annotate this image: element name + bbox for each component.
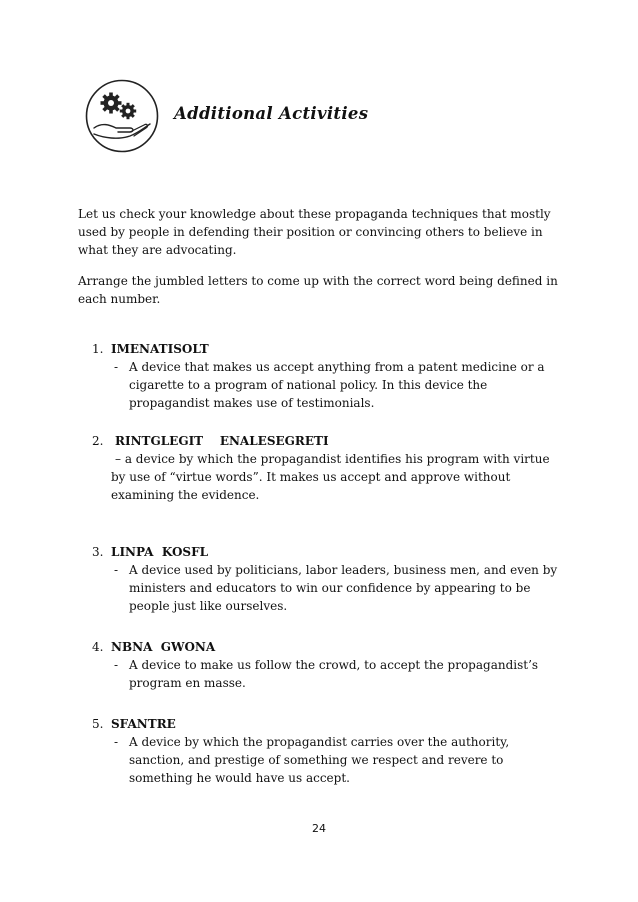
jumbled-word: LINPA KOSFL bbox=[111, 545, 209, 559]
item-number: 3. bbox=[92, 545, 104, 559]
item-definition: A device by which the propagandist carries over the authority, sanction, and prestige of something we respect and revere to something he would have us accept. bbox=[129, 735, 510, 785]
list-item bbox=[78, 638, 564, 692]
jumbled-word: NBNA GWONA bbox=[111, 640, 216, 654]
instructions-paragraph: Arrange the jumbled letters to come up with the correct word being defined in each number. bbox=[78, 274, 558, 306]
list-item bbox=[78, 543, 564, 615]
gears-on-hand-icon bbox=[84, 78, 160, 154]
item-dash: - bbox=[114, 658, 119, 672]
activity-header bbox=[84, 78, 504, 158]
jumbled-word: IMENATISOLT bbox=[111, 342, 209, 356]
list-item bbox=[78, 715, 564, 787]
item-number: 1. bbox=[92, 342, 104, 356]
item-dash: - bbox=[114, 360, 119, 374]
item-definition: A device used by politicians, labor leaders, business men, and even by ministers and educators to win our confidence by appearing to be people just like ourselves. bbox=[129, 563, 558, 613]
item-number: 2. bbox=[92, 434, 104, 448]
item-dash: - bbox=[114, 563, 119, 577]
item-definition: A device to make us follow the crowd, to accept the propagandist’s program en masse. bbox=[129, 658, 539, 690]
jumbled-word: RINTGLEGIT ENALESEGRETI bbox=[115, 434, 329, 448]
list-item bbox=[78, 340, 564, 412]
list-item bbox=[78, 432, 564, 504]
item-definition bbox=[78, 450, 564, 504]
item-definition-text: a device by which the propagandist identifies his program with virtue by use of “virtue words”. It makes us accept and approve without examining the evidence. bbox=[111, 452, 550, 502]
item-definition: A device that makes us accept anything from a patent medicine or a cigarette to a program of national policy. In this device the propagandist makes use of testimonials. bbox=[129, 360, 545, 410]
section-title: Additional Activities bbox=[174, 104, 369, 123]
item-dash: – bbox=[115, 452, 121, 466]
item-dash: - bbox=[114, 735, 119, 749]
item-number: 5. bbox=[92, 717, 104, 731]
page-number: 24 bbox=[312, 822, 326, 835]
item-number: 4. bbox=[92, 640, 104, 654]
jumbled-word: SFANTRE bbox=[111, 717, 176, 731]
intro-paragraph: Let us check your knowledge about these propaganda techniques that mostly used by people in defending their position or convincing others to believe in what they are advocating. bbox=[78, 207, 551, 257]
